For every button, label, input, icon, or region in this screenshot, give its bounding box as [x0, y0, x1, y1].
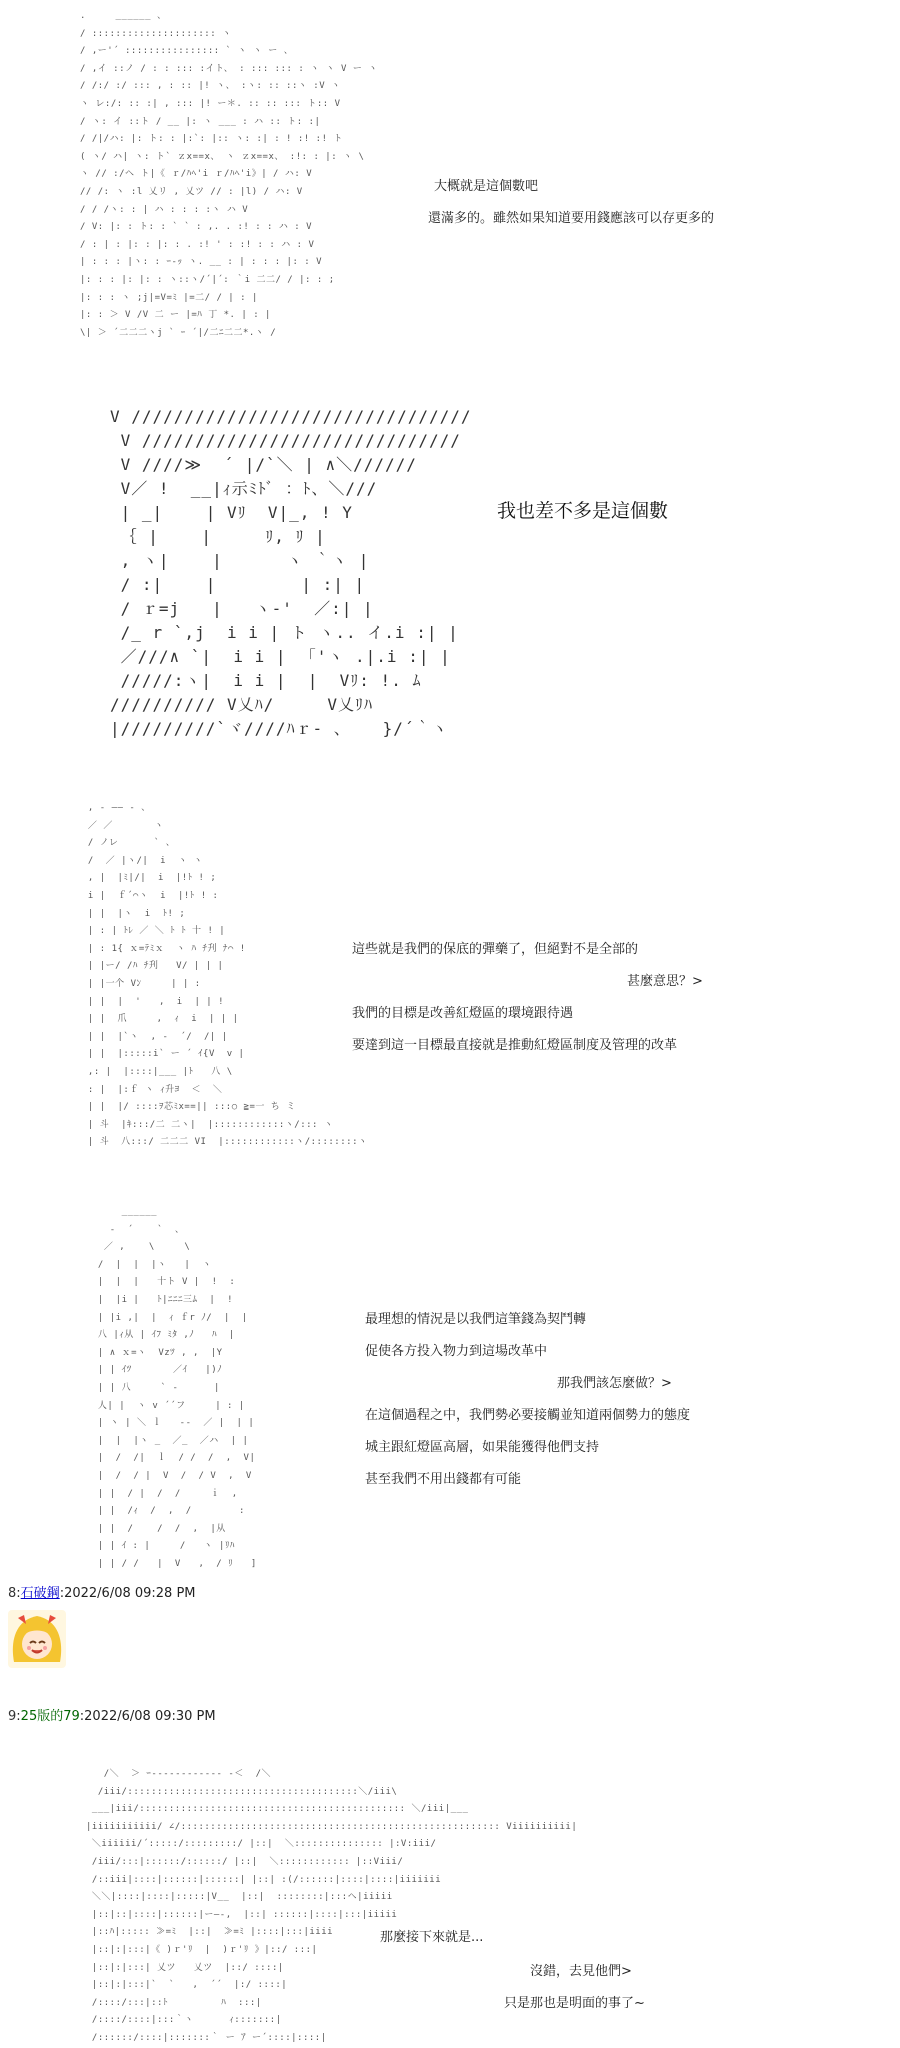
- art-panel-1: [0, 0, 810, 338]
- avatar: [8, 1610, 66, 1668]
- art-panel-3: [0, 790, 810, 1160]
- reference-text: 版的79: [37, 1709, 80, 1724]
- ascii-art-character-3: , - ―― - 、 ／ ／ ヽ / ノレ ` 、 / ／ |ヽ/| i ヽ ヽ , | |ﾐ|/| i |!ﾄ ! ; i | ｆ´⌒ヽ i |!ﾄ ! : | | |ヽ i ﾄ! ; | : | ﾄﾚ ／ ＼ ﾄ ﾄ 十 ! | | : 1{ ｘ=ﾃﾐｘ ヽ ﾊ ﾁ刋 ﾅ⌒ ! | |ー/ /ﾊ ﾁ刋 V/ | | | | |一个 Vﾝ | | : | | | ' , i | | ! | | 爪 , ｨ i | | | | | |`ヽ , ‐ ´/ /| | | | |:::::i` ー ´ ｲ{V v | ,: | |::::|___ |ﾄ 八 \ : | |:ｆ ヽ ｨ升ﾖ ＜ ＼ | | |/ ::::ｦ芯ﾐx==|| :::○ ≧=一 ち ミ | 斗 |ｷ:::/二 二ヽ| |::::::::::::ヽ/::: ヽ | 斗 八:::/ 二二二 VI |::::::::::::ヽ/::::::::ヽ: [87, 803, 368, 1148]
- ascii-art-character-2: V //////////////////////////////// V ////////////////////////////// V ////≫ ´ |/`＼ | ∧＼////// V／ ! __|ｨ示ﾐﾄﾞ ：ﾄ、＼/// | _| | Vﾘ V|_, ! Y ｛ | | ﾘ, ﾘ | , ヽ| | ヽ ｀ヽ | / :| | | :| | / ｒ=j | ヽ-' ／:| | /_ r `,j i i | ト ヽ.. イ.i :| | ／///∧ `| i i | ｢'ヽ .|.i :| | /////:ヽ| i i | | Vﾘ: !. ﾑ ////////// V乂ﾊ/ V乂ﾘﾊ |/////////`ヾ////ﾊｒ- 、 }/´｀ヽ: [110, 407, 472, 738]
- dialogue-line: 只是那也是明面的事了~: [504, 1996, 645, 2011]
- post-reference-link[interactable]: [21, 1709, 80, 1724]
- dialogue-line: 那我們該怎麼做？>: [557, 1376, 672, 1391]
- post-number: 8: [8, 1586, 17, 1601]
- avatar-image: [8, 1610, 66, 1668]
- art-panel-2: [0, 380, 810, 750]
- ascii-art-character-1: . ______ 、 / ::::::::::::::::::::: ヽ / ,ー'´ :::::::::::::::: ` ヽ ヽ ー 、 / ,イ ::ノ / : : ::: :イト、 : ::: ::: : ヽ ヽ V ー ヽ / /:/ :/ ::: , : :: |! ヽ、 :ヽ: :: ::ヽ :V ヽ ヽ レ:/: :: :| , ::: |! ー＊. :: :: ::: ト:: V / ヽ: イ ::ト / __ |: ヽ ___ : ハ :: ト: :| / /|/ハ: |: ト: : |:`: |:: ヽ: :| : ! :! :! ト ( ヽ/ ハ| ヽ: ト` ｚx==x、 ヽ ｚx==x、 :!: : |: ヽ \ ヽ // :/ヘ ト|《 ｒ/ﾊﾍ'i ｒ/ﾊﾍ'i》| / ハ: V // /: ヽ :l 乂リ , 乂ツ // : |l) / ハ: V / / /ヽ: : | ハ : : : :ヽ ハ V / V: |: : ト: : ` ` : ,. . :! : : ハ : V / : | : |: : |: : . :! ' : :! : : ハ : V | : : : |ヽ: : ｰ-ｯ ヽ. __ : | : : : |: : V |: : : |: |: : ヽ::ヽ/´|´: ｀i 二二/ / |: : ; |: : : ヽ ;j|=V=ﾐ |=二/ / | : | |: : ＞ V /V 二 ー |=ﾊ 丁 *. | : | \| ＞ ´二二二ヽj ` ｰ ´|/二ﾆ二二*.ヽ /: [80, 11, 378, 338]
- dialogue-line: 城主跟紅燈區高層，如果能獲得他們支持: [365, 1440, 600, 1455]
- dialogue-line: 在這個過程之中，我們勢必要接觸並知道兩個勢力的態度: [365, 1408, 691, 1423]
- post-header-8: 8:石破鋼:2022/6/08 09:28 PM: [8, 1586, 196, 1601]
- dialogue-line: 這些就是我們的保底的彈藥了，但絕對不是全部的: [352, 942, 639, 957]
- ascii-art-character-4: ______ - ´ ` 、 ／ , \ \ / | | |ヽ | ヽ | | | 十ト V | ! : | |i | ﾄ|ﾆﾆﾆ三ﾑ | ! | |i ,| | ｨ ｆr ﾉ/ | | 八 |ｨ从 | ｲﾌ ﾐﾀ ,ﾉ ﾊ | | ∧ ｘ=ヽ Vzﾂ , , |Y | | ｲﾂ ／ｲ |)ﾉ | | 八 ` - | 人| | ヽ v ´´フ | : | | ヽ | ＼ ｌ ‐‐ ／ | | | | | |ヽ _ ／_ ／ハ | | | / /| ｌ / / / , V| | / / | V / / V , V | | / | / / ｉ , | | /ｨ / , / : | | / / / , |从 | | ｲ : | / ヽ |ﾘﾊ | | / / | V , / ﾘ ]: [97, 1207, 257, 1569]
- post-header-9: 9:25版的79:2022/6/08 09:30 PM: [8, 1709, 216, 1724]
- art-panel-4: [0, 1190, 810, 1569]
- ascii-art-character-5: /＼ ＞ ｰ‐‐‐‐‐‐‐‐‐‐‐‐ ‐＜ /＼ /iii/:::::::::::::::::::::::::::::::::::::::＼/iii\ ___|iii/::::::::::::::::::::::::::::::::::::::::::::: ＼/iii|___ |iiiiiiiiiii/ ∠/:::::::::::::::::::::::::::::::::::::::::::::::::::::: Viiiiiiiiii| ＼iiiiii/´:::::/:::::::::/ |::| ＼::::::::::::::: |:V:iii/ /iii/:::|::::::/::::::/ |::| ＼:::::::::::: |::Viii/ /::iii|::::|::::::|::::::| |::| :(/::::::|::::|::::|iiiiiii ＼＼|::::|::::|:::::|V__ |::| ::::::::|:::ヘ|iiiii |::|::|::::|::::::|ー―-, |::| ::::::|::::|:::|iiiii |::ﾊ|::::: ≫=ﾐ |::| ≫=ﾐ |::::|:::|iiii |::|:|:::|《 )ｒ'ﾘ | )ｒ'ﾘ 》|::/ :::| |::|:|:::| 乂ツ 乂ツ |::/ ::::| |::|:|:::|` ` , ´´ |:/ ::::| /::::/:::|::ﾄ ﾊ :::| /::::/::::|:::｀ヽ ｨ:::::::| /::::::/::::|:::::::｀ ー ｱ ー´::::|::::|: [86, 1769, 578, 2043]
- reference-prefix: 25: [20, 1709, 38, 1724]
- post-timestamp: 2022/6/08 09:28 PM: [64, 1586, 196, 1601]
- dialogue-line: 促使各方投入物力到這場改革中: [365, 1344, 548, 1359]
- author-link[interactable]: 石破鋼: [20, 1586, 60, 1601]
- dialogue-line: 最理想的情況是以我們這筆錢為契鬥轉: [365, 1312, 587, 1327]
- dialogue-line: 我也差不多是這個數: [497, 500, 669, 522]
- post-number: 9: [8, 1709, 17, 1724]
- dialogue-line: 甚至我們不用出錢都有可能: [365, 1472, 522, 1487]
- dialogue-line: 甚麼意思？>: [627, 974, 703, 989]
- dialogue-line: 那麼接下來就是...: [380, 1930, 484, 1945]
- dialogue-line: 我們的目標是改善紅燈區的環境跟待遇: [352, 1006, 574, 1021]
- dialogue-line: 大概就是這個數吧: [434, 179, 539, 194]
- dialogue-line: 要達到這一目標最直接就是推動紅燈區制度及管理的改革: [352, 1038, 678, 1053]
- post-timestamp: 2022/6/08 09:30 PM: [84, 1709, 216, 1724]
- dialogue-line: 還滿多的。雖然如果知道要用錢應該可以存更多的: [428, 211, 715, 226]
- dialogue-line: 沒錯，去見他們>: [530, 1964, 632, 1979]
- art-panel-5: [0, 1728, 810, 2043]
